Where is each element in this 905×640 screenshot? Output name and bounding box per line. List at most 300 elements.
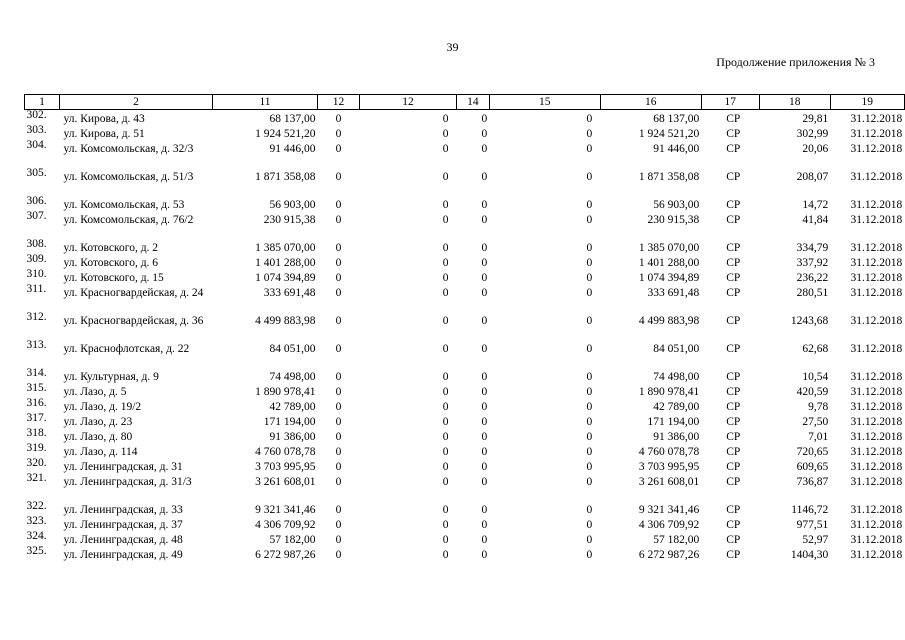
value-col-11: 333 691,48 [263,286,316,299]
value-col-12a: 0 [335,385,342,398]
value-col-17: СР [726,342,741,355]
value-col-17: СР [726,503,741,516]
table-row [25,196,905,211]
table-row [25,211,905,239]
value-col-15: 0 [586,213,593,226]
value-col-19: 31.12.2018 [850,445,903,458]
value-col-19: 31.12.2018 [850,385,903,398]
value-col-18: 334,79 [796,241,829,254]
value-col-12b: 0 [442,113,449,125]
value-col-14: 0 [481,127,488,140]
value-col-14: 0 [481,213,488,226]
value-col-19: 31.12.2018 [850,518,903,531]
value-col-11: 4 499 883,98 [255,314,316,327]
value-col-19: 31.12.2018 [850,430,903,443]
value-col-12b: 0 [442,548,449,561]
row-number: 310. [26,267,47,280]
value-col-17: СР [726,256,741,269]
value-col-18: 609,65 [796,460,829,473]
row-number: 303. [26,123,47,136]
value-col-11: 91 446,00 [269,142,316,155]
value-col-17: СР [726,314,741,327]
value-col-14: 0 [481,342,488,355]
value-col-12a: 0 [335,445,342,458]
value-col-15: 0 [586,127,593,140]
value-col-12b: 0 [442,342,449,355]
value-col-11: 9 321 341,46 [255,503,316,516]
table-row [25,428,905,443]
value-col-11: 84 051,00 [269,342,316,355]
header-cell: 15 [489,95,600,110]
value-col-14: 0 [481,518,488,531]
value-col-17: СР [726,475,741,488]
header-cell: 12 [360,95,457,110]
value-col-14: 0 [481,400,488,413]
value-col-19: 31.12.2018 [850,415,903,428]
table-row [25,413,905,428]
value-col-12b: 0 [442,142,449,155]
value-col-16: 3 703 995,95 [638,460,700,473]
value-col-12b: 0 [442,430,449,443]
value-col-12a: 0 [335,198,342,211]
table-row [25,458,905,473]
value-col-17: СР [726,430,741,443]
table-row [25,516,905,531]
value-col-11: 171 194,00 [263,415,316,428]
value-col-12b: 0 [442,415,449,428]
value-col-11: 56 903,00 [269,198,316,211]
value-col-14: 0 [481,503,488,516]
header-cell: 17 [701,95,759,110]
value-col-17: СР [726,445,741,458]
value-col-18: 302,99 [796,127,829,140]
value-col-12b: 0 [442,533,449,546]
value-col-12b: 0 [442,198,449,211]
value-col-12a: 0 [335,286,342,299]
value-col-12a: 0 [335,170,342,183]
address-cell: ул. Ленинградская, д. 49 [63,548,183,561]
table-row [25,254,905,269]
row-number: 313. [26,338,47,351]
value-col-11: 1 401 288,00 [255,256,316,269]
value-col-16: 57 182,00 [653,533,700,546]
value-col-18: 27,50 [802,415,829,428]
value-col-14: 0 [481,430,488,443]
address-cell: ул. Краснофлотская, д. 22 [63,342,190,355]
value-col-12a: 0 [335,241,342,254]
value-col-15: 0 [586,475,593,488]
value-col-12a: 0 [335,503,342,516]
address-cell: ул. Лазо, д. 5 [63,385,127,398]
header-cell: 11 [213,95,318,110]
table-row [25,110,905,125]
value-col-15: 0 [586,430,593,443]
table-row [25,473,905,501]
value-col-15: 0 [586,370,593,383]
value-col-12b: 0 [442,314,449,327]
appendix-title: Продолжение приложения № 3 [716,55,875,69]
value-col-17: СР [726,370,741,383]
value-col-14: 0 [481,271,488,284]
address-cell: ул. Лазо, д. 80 [63,430,133,443]
value-col-15: 0 [586,241,593,254]
value-col-12a: 0 [335,518,342,531]
table-row [25,383,905,398]
table-row [25,546,905,561]
value-col-17: СР [726,400,741,413]
row-number: 324. [26,529,47,542]
value-col-19: 31.12.2018 [850,460,903,473]
table-row [25,140,905,168]
address-cell: ул. Котовского, д. 15 [63,271,164,284]
row-number: 320. [26,456,47,469]
header-row [25,95,905,110]
value-col-16: 42 789,00 [653,400,700,413]
value-col-14: 0 [481,314,488,327]
table-row [25,168,905,196]
address-cell: ул. Красногвардейская, д. 24 [63,286,204,299]
value-col-18: 208,07 [796,170,829,183]
value-col-19: 31.12.2018 [850,286,903,299]
value-col-17: СР [726,415,741,428]
value-col-17: СР [726,385,741,398]
value-col-11: 3 261 608,01 [255,475,316,488]
value-col-12a: 0 [335,370,342,383]
value-col-12b: 0 [442,127,449,140]
value-col-19: 31.12.2018 [850,475,903,488]
value-col-15: 0 [586,314,593,327]
value-col-15: 0 [586,256,593,269]
value-col-16: 333 691,48 [647,286,700,299]
value-col-16: 91 446,00 [653,142,700,155]
value-col-14: 0 [481,460,488,473]
value-col-17: СР [726,170,741,183]
value-col-14: 0 [481,475,488,488]
value-col-17: СР [726,518,741,531]
table-row [25,269,905,284]
value-col-11: 230 915,38 [263,213,316,226]
value-col-19: 31.12.2018 [850,113,903,125]
header-cell: 1 [25,95,60,110]
value-col-16: 4 306 709,92 [638,518,700,531]
table-row [25,443,905,458]
header-cell: 16 [600,95,701,110]
value-col-16: 171 194,00 [647,415,700,428]
value-col-17: СР [726,271,741,284]
value-col-12b: 0 [442,445,449,458]
value-col-11: 1 385 070,00 [255,241,316,254]
row-number: 325. [26,544,47,557]
value-col-17: СР [726,286,741,299]
value-col-11: 6 272 987,26 [255,548,316,561]
value-col-11: 1 924 521,20 [255,127,316,140]
value-col-12b: 0 [442,213,449,226]
table-row [25,284,905,312]
value-col-15: 0 [586,400,593,413]
address-cell: ул. Комсомольская, д. 76/2 [63,213,194,226]
value-col-17: СР [726,533,741,546]
value-col-19: 31.12.2018 [850,213,903,226]
row-number: 307. [26,209,47,222]
value-col-11: 3 703 995,95 [255,460,316,473]
value-col-16: 1 890 978,41 [638,385,700,398]
value-col-18: 14,72 [802,198,829,211]
value-col-16: 6 272 987,26 [638,548,700,561]
value-col-19: 31.12.2018 [850,256,903,269]
value-col-14: 0 [481,370,488,383]
value-col-14: 0 [481,286,488,299]
header-cell: 2 [60,95,213,110]
value-col-17: СР [726,460,741,473]
value-col-12b: 0 [442,518,449,531]
value-col-12a: 0 [335,142,342,155]
value-col-16: 1 924 521,20 [638,127,700,140]
value-col-16: 1 871 358,08 [638,170,700,183]
value-col-12a: 0 [335,415,342,428]
value-col-17: СР [726,198,741,211]
value-col-12b: 0 [442,503,449,516]
value-col-19: 31.12.2018 [850,370,903,383]
value-col-15: 0 [586,503,593,516]
value-col-14: 0 [481,533,488,546]
value-col-16: 9 321 341,46 [638,503,700,516]
value-col-12b: 0 [442,460,449,473]
value-col-12a: 0 [335,314,342,327]
value-col-17: СР [726,113,741,125]
value-col-18: 977,51 [796,518,829,531]
value-col-16: 4 499 883,98 [638,314,700,327]
value-col-16: 74 498,00 [653,370,700,383]
row-number: 312. [26,310,47,323]
address-cell: ул. Ленинградская, д. 37 [63,518,183,531]
value-col-12a: 0 [335,533,342,546]
row-number: 309. [26,252,47,265]
header-cell: 18 [759,95,830,110]
value-col-15: 0 [586,142,593,155]
value-col-12a: 0 [335,256,342,269]
value-col-19: 31.12.2018 [850,342,903,355]
value-col-12a: 0 [335,127,342,140]
value-col-18: 41,84 [802,213,829,226]
header-cell: 12 [318,95,360,110]
row-number: 311. [26,282,47,295]
value-col-12a: 0 [335,400,342,413]
value-col-19: 31.12.2018 [850,400,903,413]
row-number: 323. [26,514,47,527]
value-col-11: 1 871 358,08 [255,170,316,183]
value-col-14: 0 [481,548,488,561]
value-col-15: 0 [586,533,593,546]
value-col-19: 31.12.2018 [850,127,903,140]
value-col-12a: 0 [335,113,342,125]
row-number: 314. [26,366,47,379]
value-col-15: 0 [586,170,593,183]
table-row [25,340,905,368]
value-col-12a: 0 [335,271,342,284]
value-col-14: 0 [481,170,488,183]
value-col-11: 4 306 709,92 [255,518,316,531]
value-col-16: 230 915,38 [647,213,700,226]
value-col-19: 31.12.2018 [850,198,903,211]
value-col-18: 9,78 [808,400,829,413]
value-col-17: СР [726,213,741,226]
value-col-18: 1404,30 [790,548,829,561]
value-col-18: 720,65 [796,445,829,458]
value-col-18: 1243,68 [790,314,829,327]
value-col-16: 68 137,00 [653,113,700,125]
value-col-11: 74 498,00 [269,370,316,383]
value-col-11: 91 386,00 [269,430,316,443]
value-col-12b: 0 [442,475,449,488]
value-col-12b: 0 [442,370,449,383]
value-col-12b: 0 [442,271,449,284]
address-cell: ул. Ленинградская, д. 31 [63,460,183,473]
value-col-17: СР [726,548,741,561]
row-number: 302. [26,109,47,121]
value-col-12b: 0 [442,170,449,183]
value-col-14: 0 [481,113,488,125]
value-col-14: 0 [481,385,488,398]
row-number: 306. [26,194,47,207]
value-col-12b: 0 [442,400,449,413]
value-col-19: 31.12.2018 [850,314,903,327]
address-cell: ул. Кирова, д. 43 [63,113,145,125]
value-col-16: 4 760 078,78 [638,445,700,458]
value-col-17: СР [726,142,741,155]
value-col-11: 68 137,00 [269,113,316,125]
header-cell: 14 [457,95,490,110]
row-number: 308. [26,237,47,250]
address-cell: ул. Лазо, д. 23 [63,415,133,428]
value-col-11: 1 074 394,89 [255,271,316,284]
address-cell: ул. Кирова, д. 51 [63,127,145,140]
value-col-11: 4 760 078,78 [255,445,316,458]
value-col-16: 56 903,00 [653,198,700,211]
value-col-14: 0 [481,198,488,211]
value-col-16: 1 074 394,89 [638,271,700,284]
value-col-12a: 0 [335,430,342,443]
address-cell: ул. Красногвардейская, д. 36 [63,314,204,327]
value-col-14: 0 [481,142,488,155]
table-row [25,312,905,340]
row-number: 322. [26,499,47,512]
value-col-16: 84 051,00 [653,342,700,355]
row-number: 319. [26,441,47,454]
value-col-19: 31.12.2018 [850,533,903,546]
value-col-18: 420,59 [796,385,829,398]
row-number: 321. [26,471,47,484]
value-col-19: 31.12.2018 [850,241,903,254]
table-row [25,239,905,254]
value-col-17: СР [726,241,741,254]
value-col-12b: 0 [442,241,449,254]
value-col-15: 0 [586,113,593,125]
value-col-14: 0 [481,241,488,254]
row-number: 318. [26,426,47,439]
value-col-18: 52,97 [802,533,829,546]
value-col-16: 91 386,00 [653,430,700,443]
address-cell: ул. Комсомольская, д. 32/3 [63,142,194,155]
value-col-15: 0 [586,518,593,531]
value-col-15: 0 [586,548,593,561]
value-col-15: 0 [586,198,593,211]
value-col-18: 736,87 [796,475,829,488]
value-col-19: 31.12.2018 [850,503,903,516]
header-cell: 19 [830,95,904,110]
value-col-18: 29,81 [802,113,829,125]
value-col-19: 31.12.2018 [850,548,903,561]
row-number: 316. [26,396,47,409]
value-col-16: 1 401 288,00 [638,256,700,269]
value-col-15: 0 [586,385,593,398]
address-cell: ул. Ленинградская, д. 33 [63,503,183,516]
value-col-19: 31.12.2018 [850,170,903,183]
value-col-18: 1146,72 [791,503,829,516]
value-col-12a: 0 [335,475,342,488]
value-col-17: СР [726,127,741,140]
address-cell: ул. Лазо, д. 114 [63,445,138,458]
table-row [25,398,905,413]
value-col-19: 31.12.2018 [850,271,903,284]
value-col-18: 20,06 [802,142,829,155]
value-col-12a: 0 [335,213,342,226]
address-cell: ул. Комсомольская, д. 51/3 [63,170,194,183]
value-col-15: 0 [586,342,593,355]
value-col-18: 62,68 [802,342,829,355]
row-number: 317. [26,411,47,424]
table-row [25,531,905,546]
value-col-15: 0 [586,415,593,428]
data-table [24,94,905,561]
address-cell: ул. Ленинградская, д. 31/3 [63,475,192,488]
address-cell: ул. Лазо, д. 19/2 [63,400,142,413]
table-row [25,125,905,140]
value-col-16: 1 385 070,00 [638,241,700,254]
value-col-12a: 0 [335,342,342,355]
value-col-16: 3 261 608,01 [638,475,700,488]
value-col-18: 236,22 [796,271,829,284]
value-col-12a: 0 [335,460,342,473]
page-number: 39 [446,40,459,54]
value-col-12b: 0 [442,286,449,299]
address-cell: ул. Комсомольская, д. 53 [63,198,185,211]
value-col-15: 0 [586,286,593,299]
value-col-15: 0 [586,460,593,473]
value-col-14: 0 [481,415,488,428]
value-col-12a: 0 [335,548,342,561]
value-col-15: 0 [586,271,593,284]
table-row [25,368,905,383]
value-col-12b: 0 [442,385,449,398]
address-cell: ул. Котовского, д. 2 [63,241,159,254]
value-col-14: 0 [481,256,488,269]
row-number: 304. [26,138,47,151]
value-col-15: 0 [586,445,593,458]
value-col-11: 57 182,00 [269,533,316,546]
row-number: 305. [26,166,47,179]
value-col-14: 0 [481,445,488,458]
value-col-11: 1 890 978,41 [255,385,316,398]
value-col-18: 10,54 [802,370,829,383]
value-col-12b: 0 [442,256,449,269]
address-cell: ул. Ленинградская, д. 48 [63,533,183,546]
value-col-19: 31.12.2018 [850,142,903,155]
table-row [25,501,905,516]
address-cell: ул. Котовского, д. 6 [63,256,159,269]
value-col-18: 7,01 [808,430,829,443]
value-col-18: 337,92 [796,256,829,269]
value-col-18: 280,51 [796,286,829,299]
